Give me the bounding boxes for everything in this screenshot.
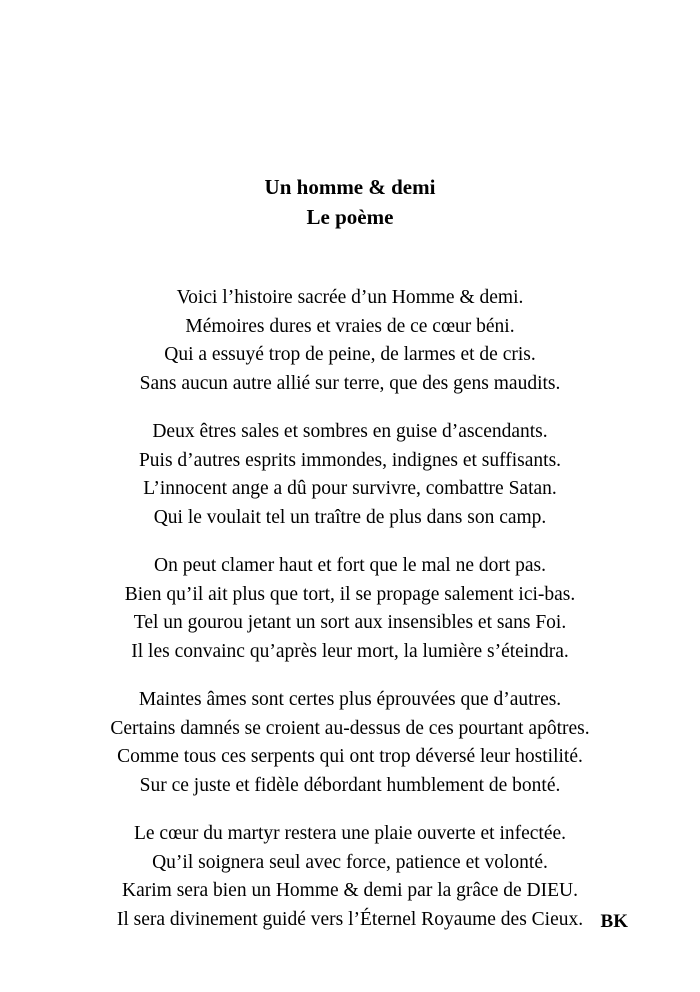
poem-line: Bien qu’il ait plus que tort, il se propage salement ici-bas. bbox=[124, 583, 576, 605]
poem-line: Il les convainc qu’après leur mort, la lumière s’éteindra. bbox=[131, 640, 569, 662]
poem-line: On peut clamer haut et fort que le mal ne dort pas. bbox=[153, 555, 547, 576]
poem-line: Voici l’histoire sacrée d’un Homme & demi. bbox=[176, 287, 524, 308]
poem-line: Qu’il soignera seul avec force, patience et volonté. bbox=[152, 851, 548, 873]
poem-line: Sur ce juste et fidèle débordant humblement de bonté. bbox=[139, 774, 561, 796]
stanza-5 bbox=[0, 820, 700, 934]
poem-line: Puis d’autres esprits immondes, indignes et suffisants. bbox=[138, 449, 562, 471]
poem-body bbox=[0, 284, 700, 954]
poem-line: Mémoires dures et vraies de ce cœur béni. bbox=[185, 315, 515, 337]
poem-line: Comme tous ces serpents qui ont trop déversé leur hostilité. bbox=[117, 746, 583, 767]
stanza-1 bbox=[0, 284, 700, 398]
poem-line: Karim sera bien un Homme & demi par la grâce de DIEU. bbox=[122, 880, 578, 901]
stanza-3 bbox=[0, 552, 700, 666]
poem-line: Qui a essuyé trop de peine, de larmes et de cris. bbox=[164, 344, 536, 365]
stanza-4 bbox=[0, 686, 700, 800]
poem-line: Certains damnés se croient au-dessus de ces pourtant apôtres. bbox=[110, 717, 590, 739]
page-subtitle: Le poème bbox=[306, 205, 394, 229]
stanza-2 bbox=[0, 418, 700, 532]
author-signature: BK bbox=[600, 911, 628, 932]
poem-line: Maintes âmes sont certes plus éprouvées que d’autres. bbox=[138, 689, 562, 710]
poem-line: Le cœur du martyr restera une plaie ouverte et infectée. bbox=[133, 823, 567, 844]
page-title: Un homme & demi bbox=[264, 175, 436, 199]
poem-line: Qui le voulait tel un traître de plus dans son camp. bbox=[153, 506, 547, 528]
poem-line: Tel un gourou jetant un sort aux insensibles et sans Foi. bbox=[133, 612, 567, 633]
poem-line: L’innocent ange a dû pour survivre, combattre Satan. bbox=[143, 478, 557, 499]
poem-line: Deux êtres sales et sombres en guise d’ascendants. bbox=[152, 421, 548, 442]
title-block bbox=[0, 172, 700, 232]
poem-line: Il sera divinement guidé vers l’Éternel Royaume des Cieux. bbox=[116, 908, 584, 930]
poem-line: Sans aucun autre allié sur terre, que des gens maudits. bbox=[139, 372, 561, 394]
